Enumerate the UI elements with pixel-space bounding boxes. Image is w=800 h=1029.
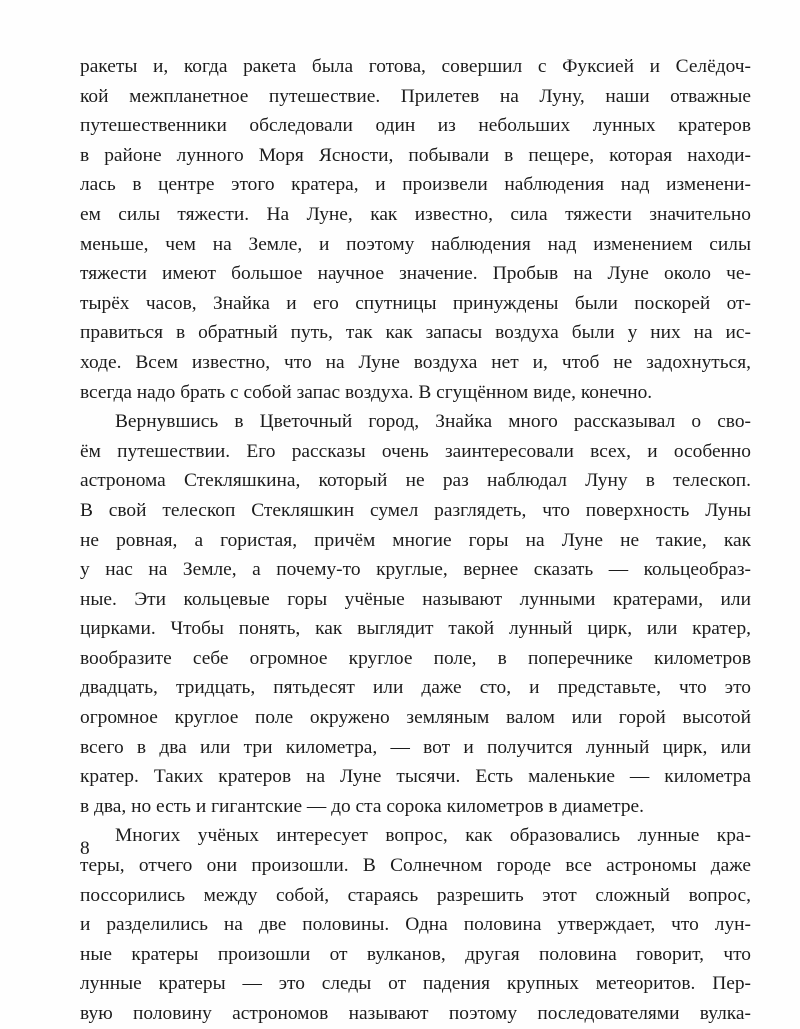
text-line: ходе. Всем известно, что на Луне воздуха нет и, чтоб не задохнуться, xyxy=(80,351,751,373)
text-line: ные кратеры произошли от вулканов, другая половина говорит, что xyxy=(80,943,751,965)
paragraph-1 xyxy=(80,52,751,407)
text-line: огромное круглое поле окружено земляным валом или горой высотой xyxy=(80,707,751,729)
text-line: двадцать, тридцать, пятьдесят или даже сто, и представьте, что это xyxy=(80,677,751,699)
paragraph-2 xyxy=(80,407,751,821)
text-line: вую половину астрономов называют поэтому последователями вулка- xyxy=(80,1003,751,1024)
text-line: в районе лунного Моря Ясности, побывали в пещере, которая находи- xyxy=(80,144,751,166)
text-line: ем силы тяжести. На Луне, как известно, сила тяжести значительно xyxy=(80,203,751,225)
text-line: не ровная, а гористая, причём многие горы на Луне не такие, как xyxy=(80,529,751,551)
text-line: тяжести имеют большое научное значение. Пробыв на Луне около че- xyxy=(80,263,751,285)
text-line: кратер. Таких кратеров на Луне тысячи. Есть маленькие — километра xyxy=(80,766,751,788)
text-line: ные. Эти кольцевые горы учёные называют лунными кратерами, или xyxy=(80,588,751,610)
text-line: всего в два или три километра, — вот и получится лунный цирк, или xyxy=(80,736,751,758)
body-text xyxy=(80,52,751,1029)
text-line: всегда надо брать с собой запас воздуха. В сгущённом виде, конечно. xyxy=(80,381,653,403)
text-line: тырёх часов, Знайка и его спутницы принуждены были поскорей от- xyxy=(80,292,751,314)
text-line: в два, но есть и гигантские — до ста сорока километров в диаметре. xyxy=(80,795,644,817)
text-line: астронома Стекляшкина, который не раз наблюдал Луну в телескоп. xyxy=(80,470,751,492)
text-line: у нас на Земле, а почему-то круглые, вернее сказать — кольцеобраз- xyxy=(80,559,751,581)
page-number: 8 xyxy=(80,838,90,859)
paragraph-3 xyxy=(80,821,751,1028)
text-line: теры, отчего они произошли. В Солнечном городе все астрономы даже xyxy=(80,855,751,877)
text-line: В свой телескоп Стекляшкин сумел разглядеть, что поверхность Луны xyxy=(80,499,751,521)
text-line: Многих учёных интересует вопрос, как образовались лунные кра- xyxy=(115,825,751,847)
text-line: ракеты и, когда ракета была готова, совершил с Фуксией и Селёдоч- xyxy=(80,56,751,77)
text-line: вообразите себе огромное круглое поле, в поперечнике километров xyxy=(80,647,751,669)
text-line: правиться в обратный путь, так как запасы воздуха были у них на ис- xyxy=(80,322,751,344)
text-line: лась в центре этого кратера, и произвели наблюдения над изменени- xyxy=(80,174,751,196)
text-line: меньше, чем на Земле, и поэтому наблюдения над изменением силы xyxy=(80,233,751,255)
text-line: кой межпланетное путешествие. Прилетев на Луну, наши отважные xyxy=(80,85,751,107)
text-line: лунные кратеры — это следы от падения крупных метеоритов. Пер- xyxy=(80,973,751,995)
text-line: ём путешествии. Его рассказы очень заинтересовали всех, и особенно xyxy=(80,440,751,462)
text-line: и разделились на две половины. Одна половина утверждает, что лун- xyxy=(80,914,751,936)
text-line: поссорились между собой, стараясь разрешить этот сложный вопрос, xyxy=(80,884,751,906)
text-line: Вернувшись в Цветочный город, Знайка много рассказывал о сво- xyxy=(115,411,751,433)
text-line: цирками. Чтобы понять, как выглядит такой лунный цирк, или кратер, xyxy=(80,618,751,640)
text-line: путешественники обследовали один из небольших лунных кратеров xyxy=(80,115,751,137)
